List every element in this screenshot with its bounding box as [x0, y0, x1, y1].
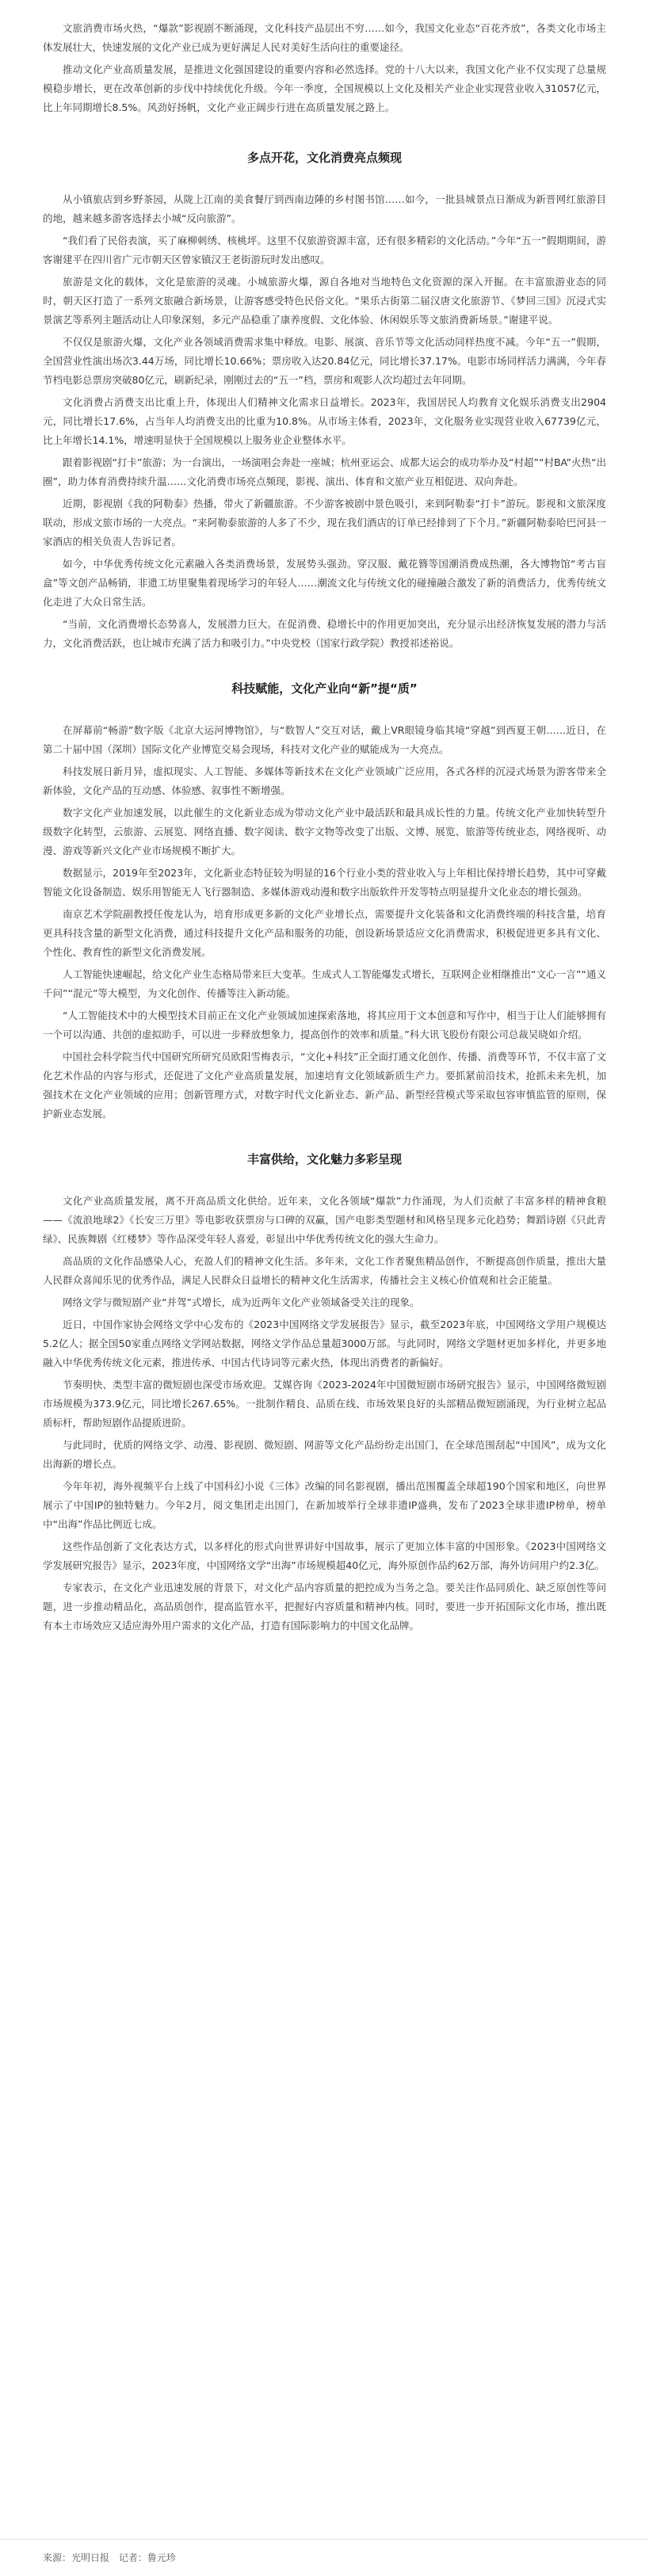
source-label: 来源：光明日报 [43, 2552, 110, 2563]
section-paragraph: 中国社会科学院当代中国研究所研究员欧阳雪梅表示，“文化+科技”正全面打通文化创作、传播、消费等环节，不仅丰富了文化艺术作品的内容与形式，还促进了文化产业高质量发展，加速培育文化领域新质生产力。要抓紧前沿技术，抢抓未来先机，加强技术在文化产业领域的应用；创新管理方式，对数字时代文化新业态、新产品、新型经营模式等采取包容审慎监管的原则，保护新业态发展。 [43, 1051, 606, 1120]
section-paragraph: 跟着影视剧“打卡”旅游；为一台演出，一场演唱会奔赴一座城；杭州亚运会、成都大运会的成功举办及“村超”“村BA”火热“出圈”，助力体育消费持续升温……文化消费市场亮点频现，影视、演出、体育和文旅产业互相促进、双向奔赴。 [43, 456, 606, 487]
section-paragraph: 近日，中国作家协会网络文学中心发布的《2023中国网络文学发展报告》显示，截至2023年底，中国网络文学用户规模达5.2亿人；据全国50家重点网络文学网站数据，网络文学作品总量超3000万部。与此同时，网络文学题材更加多样化，并更多地融入中华优秀传统文化元素，推进传承、中国古代诗词等元素火热，体现出消费者的新偏好。 [43, 1319, 606, 1368]
section-title: 科技赋能，文化产业向“新”提“质” [231, 681, 418, 696]
section-paragraph: 南京艺术学院副教授任俊龙认为，培育形成更多新的文化产业增长点，需要提升文化装备和文化消费终端的科技含量，培育更具科技含量的新型文化消费，通过科技提升文化产品和服务的功能，创设新场景适应文化消费需求，积极促进更多具有文化、个性化、教育性的新型文化消费发展。 [43, 908, 606, 958]
section-paragraph: 这些作品创新了文化表达方式，以多样化的形式向世界讲好中国故事，展示了更加立体丰富的中国形象。《2023中国网络文学发展研究报告》显示，2023年度，中国网络文学“出海”市场规模超40亿元，海外原创作品约62万部，海外访问用户约2.3亿。 [43, 1540, 606, 1571]
section-paragraph: 近期，影视剧《我的阿勒泰》热播，带火了新疆旅游。不少游客被剧中景色吸引，来到阿勒泰“打卡”游玩。影视和文旅深度联动，形成文旅市场的一大亮点。“来阿勒泰旅游的人多了不少，现在我们酒店的订单已经排到了下个月。”新疆阿勒泰哈巴河县一家酒店的相关负责人告诉记者。 [43, 498, 606, 548]
section-paragraph: 如今，中华优秀传统文化元素融入各类消费场景，发展势头强劲。穿汉服、戴花簪等国潮消费成热潮，各大博物馆“考古盲盒”等文创产品畅销，非遗工坊里聚集着现场学习的年轻人……潮流文化与传统文化的碰撞融合激发了新的消费活力，优秀传统文化走进了大众日常生活。 [43, 558, 606, 608]
section-paragraph: 科技发展日新月异，虚拟现实、人工智能、多媒体等新技术在文化产业领域广泛应用，各式各样的沉浸式场景为游客带来全新体验，文化产品的互动感、体验感、叙事性不断增强。 [43, 765, 606, 796]
section-paragraph: 文化消费占消费支出比重上升，体现出人们精神文化需求日益增长。2023年，我国居民人均教育文化娱乐消费支出2904元，同比增长17.6%，占当年人均消费支出的比重为10.8%。从市场主体看，2023年，文化服务业实现营业收入67739亿元，比上年增长14.1%，增速明显快于全国规模以上服务业企业整体水平。 [43, 396, 606, 446]
section-consumption [43, 149, 606, 653]
section-paragraph: 今年年初，海外视频平台上线了中国科幻小说《三体》改编的同名影视剧，播出范围覆盖全球超190个国家和地区，向世界展示了中国IP的独特魅力。今年2月，阅文集团走出国门，在新加坡举行全球非遗IP盛典，发布了2023全球非遗IP榜单，榜单中“出海”作品比例近七成。 [43, 1480, 606, 1530]
section-paragraph: 文化产业高质量发展，离不开高品质文化供给。近年来，文化各领域“爆款”力作涌现，为人们贡献了丰富多样的精神食粮——《流浪地球2》《长安三万里》等电影收获票房与口碑的双赢，国产电影类型题材和风格呈现多元化趋势；舞蹈诗剧《只此青绿》、民族舞剧《红楼梦》等作品深受年轻人喜爱，彰显出中华优秀传统文化的强大生命力。 [43, 1195, 606, 1245]
section-paragraph: 数据显示，2019年至2023年，文化新业态特征较为明显的16个行业小类的营业收入与上年相比保持增长趋势，其中可穿戴智能文化设备制造、娱乐用智能无人飞行器制造、多媒体游戏动漫和数字出版软件开发等特点明显提升文化业态的增长强劲。 [43, 867, 606, 898]
section-paragraph: 不仅仅是旅游火爆，文化产业各领域消费需求集中释放。电影、展演、音乐节等文化活动同样热度不减。今年“五一”假期，全国营业性演出场次3.44万场，同比增长10.66%；票房收入达20.84亿元，同比增长37.17%。电影市场同样活力满满，今年春节档电影总票房突破80亿元，刷新纪录，刚刚过去的“五一”档，票房和观影人次均超过去年同期。 [43, 336, 606, 386]
section-paragraph: 节奏明快、类型丰富的微短剧也深受市场欢迎。艾媒咨询《2023-2024年中国微短剧市场研究报告》显示，中国网络微短剧市场规模为373.9亿元，同比增长267.65%。一批制作精良、品质在线、市场效果良好的头部精品微短剧涌现，为行业树立起品质标杆，帮助短剧作品提质进阶。 [43, 1379, 606, 1429]
article-intro [43, 19, 606, 117]
section-supply [43, 1151, 606, 1635]
section-paragraph: 旅游是文化的载体，文化是旅游的灵魂。小城旅游火爆，源自各地对当地特色文化资源的深入开掘。在丰富旅游业态的同时，朝天区打造了一系列文旅融合新场景，让游客感受特色民俗文化。“果乐古街第二届汉唐文化旅游节、《梦回三国》沉浸式实景演艺等系列主题活动让人印象深刻，多元产品稳重了康养度假、文化体验、休闲娱乐等文旅消费新场景。”谢建平说。 [43, 276, 606, 326]
section-paragraph: 人工智能快速崛起，给文化产业生态格局带来巨大变革。生成式人工智能爆发式增长，互联网企业相继推出“文心一言”“通义千问”“混元”等大模型，为文化创作、传播等注入新动能。 [43, 968, 606, 999]
reporter-label: 记者：鲁元珍 [118, 2552, 176, 2563]
section-paragraph: 从小镇旅店到乡野茶园，从陇上江南的美食餐厅到西南边陲的乡村图书馆……如今，一批县城景点日渐成为新晋网红旅游目的地，越来越多游客选择去小城“反向旅游”。 [43, 193, 606, 224]
section-paragraph: “当前，文化消费增长态势喜人，发展潜力巨大。在促消费、稳增长中的作用更加突出，充分显示出经济恢复发展的潜力与活力，文化消费活跃，也让城市充满了活力和吸引力。”中央党校（国家行政学院）教授祁述裕说。 [43, 618, 606, 649]
section-paragraph: 在屏幕前“畅游”数字版《北京大运河博物馆》，与“数智人”交互对话，戴上VR眼镜身临其境“穿越”到西夏王朝……近日，在第二十届中国（深圳）国际文化产业博览交易会现场，科技对文化产业的赋能成为一大亮点。 [43, 724, 606, 755]
section-paragraph: “我们看了民俗表演，买了麻柳刺绣、核桃坪。这里不仅旅游资源丰富，还有很多精彩的文化活动。”今年“五一”假期期间，游客谢建平在四川省广元市朝天区曾家镇汉王老街游玩时发出感叹。 [43, 235, 606, 265]
article-footer [0, 2539, 649, 2564]
section-paragraph: 高品质的文化作品感染人心，充盈人们的精神文化生活。多年来，文化工作者聚焦精品创作，不断提高创作质量，推出大量人民群众喜闻乐见的优秀作品，满足人民群众日益增长的精神文化生活需求，传播社会主义核心价值观和社会正能量。 [43, 1255, 606, 1286]
intro-paragraph: 推动文化产业高质量发展，是推进文化强国建设的重要内容和必然选择。党的十八大以来，我国文化产业不仅实现了总量规模稳步增长，更在改革创新的步伐中持续优化升级。今年一季度，全国规模以上文化及相关产业企业实现营业收入31057亿元，比上年同期增长8.5%。风劲好扬帆，文化产业正阔步行进在高质量发展之路上。 [43, 63, 606, 113]
section-title: 多点开花，文化消费亮点频现 [246, 151, 402, 165]
section-technology [43, 680, 606, 1124]
section-paragraph: 数字文化产业加速发展，以此催生的文化新业态成为带动文化产业中最活跃和最具成长性的力量。传统文化产业加快转型升级数字化转型，云旅游、云展览、网络直播、数字阅读、数字文物等改变了出版、文博、展览、旅游等传统业态，网络视听、动漫、游戏等新兴文化产业市场规模不断扩大。 [43, 807, 606, 857]
section-title: 丰富供给，文化魅力多彩呈现 [246, 1152, 402, 1166]
section-paragraph: 专家表示，在文化产业迅速发展的背景下，对文化产品内容质量的把控成为当务之急。要关注作品同质化、缺乏原创性等问题，进一步推动精品化，高品质创作，提高监管水平，把握好内容质量和精神内核。同时，要进一步开拓国际文化市场，推出既有本土市场效应又适应海外用户需求的文化产品，打造有国际影响力的中国文化品牌。 [43, 1582, 606, 1631]
section-paragraph: 与此同时，优质的网络文学、动漫、影视剧、微短剧、网游等文化产品纷纷走出国门，在全球范围刮起“中国风”，成为文化出海新的增长点。 [43, 1439, 606, 1470]
section-paragraph: 网络文学与微短剧产业“并驾”式增长，成为近两年文化产业领域备受关注的现象。 [63, 1296, 420, 1308]
intro-paragraph: 文旅消费市场火热，“爆款”影视剧不断涌现，文化科技产品层出不穷……如今，我国文化业态“百花齐放”，各类文化市场主体发展壮大，快速发展的文化产业已成为更好满足人民对美好生活向往的重要途径。 [43, 22, 606, 53]
section-paragraph: “人工智能技术中的大模型技术目前正在文化产业领域加速探索落地，将其应用于文本创意和写作中，相当于让人们能够拥有一个可以沟通、共创的虚拟助手，可以进一步释放想象力，提高创作的效率和质量。”科大讯飞股份有限公司总裁吴晓如介绍。 [43, 1009, 606, 1040]
